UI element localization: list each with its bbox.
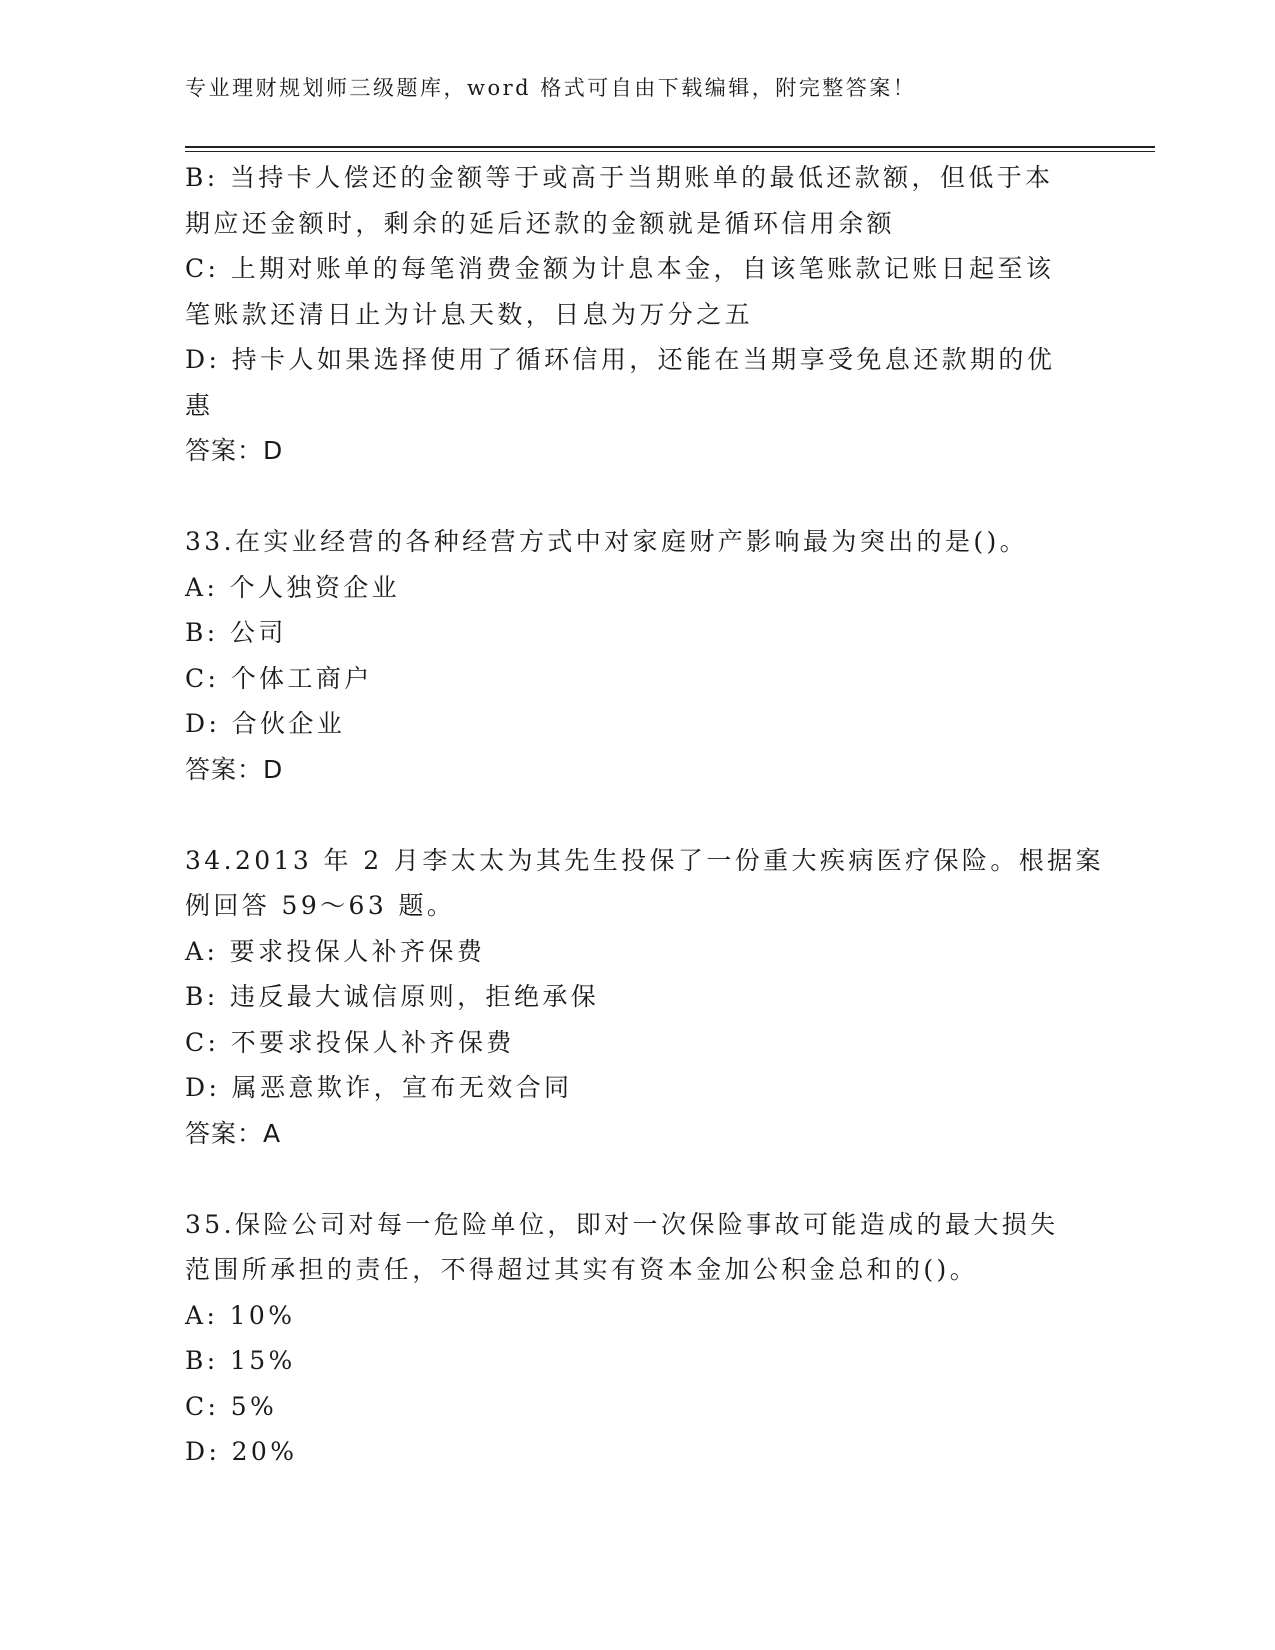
option-d: D: 合伙企业 <box>185 709 346 738</box>
option-a: A: 个人独资企业 <box>185 572 401 602</box>
question-stem-line-2: 范围所承担的责任，不得超过其实有资本金加公积金总和的()。 <box>185 1255 979 1284</box>
option-d-line-1: D: 持卡人如果选择使用了循环信用，还能在当期享受免息还款期的优 <box>185 345 1056 374</box>
option-b-line-2: 期应还金额时，剩余的延后还款的金额就是循环信用余额 <box>185 208 896 238</box>
question-stem-line-1: 35.保险公司对每一危险单位，即对一次保险事故可能造成的最大损失 <box>185 1209 1059 1239</box>
option-b: B: 公司 <box>185 618 287 647</box>
option-b: B: 15% <box>185 1346 296 1375</box>
question-stem: 33.在实业经营的各种经营方式中对家庭财产影响最为突出的是()。 <box>185 527 1029 556</box>
option-d: D: 属恶意欺诈，宣布无效合同 <box>185 1073 573 1102</box>
option-d: D: 20% <box>185 1437 298 1466</box>
question-34 <box>185 838 1104 1157</box>
spacer <box>185 1156 1085 1202</box>
option-b-line-1: B: 当持卡人偿还的金额等于或高于当期账单的最低还款额，但低于本 <box>185 163 1054 192</box>
spacer <box>185 792 1085 838</box>
prev-question-block <box>185 155 1085 474</box>
option-a: A: 10% <box>185 1300 296 1330</box>
answer-label: 答案：A <box>185 1118 282 1148</box>
option-c: C: 个体工商户 <box>185 663 373 693</box>
option-c: C: 5% <box>185 1391 278 1421</box>
answer-label: 答案：D <box>185 754 284 784</box>
question-content <box>185 155 1104 1475</box>
option-d-line-2: 惠 <box>185 390 214 420</box>
option-c: C: 不要求投保人补齐保费 <box>185 1027 515 1057</box>
option-b: B: 违反最大诚信原则，拒绝承保 <box>185 982 600 1011</box>
spacer <box>185 474 1085 520</box>
header-divider <box>185 146 1155 152</box>
question-35 <box>185 1202 1085 1475</box>
page-header: 专业理财规划师三级题库，word 格式可自由下载编辑，附完整答案！ <box>185 76 917 100</box>
question-stem-line-1: 34.2013 年 2 月李太太为其先生投保了一份重大疾病医疗保险。根据案 <box>185 845 1104 875</box>
question-33 <box>185 519 1085 792</box>
option-c-line-1: C: 上期对账单的每笔消费金额为计息本金，自该笔账款记账日起至该 <box>185 254 1055 283</box>
option-c-line-2: 笔账款还清日止为计息天数，日息为万分之五 <box>185 299 754 329</box>
option-a: A: 要求投保人补齐保费 <box>185 936 486 966</box>
answer-label: 答案：D <box>185 436 284 465</box>
question-stem-line-2: 例回答 59～63 题。 <box>185 891 456 920</box>
